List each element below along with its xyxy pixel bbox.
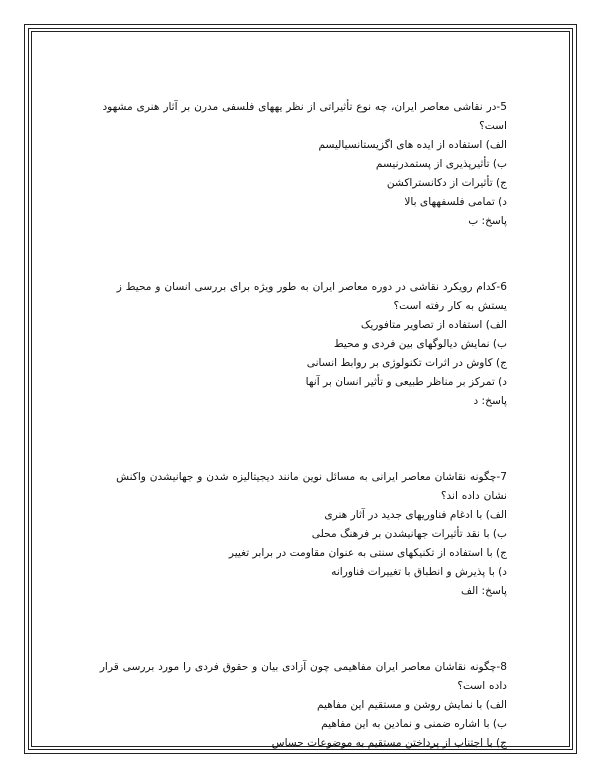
option-d: د) با پذیرش و انطباق با تغییرات فناورانه	[331, 566, 507, 578]
option-b: ب) با نقد تأثیرات جهانیشدن بر فرهنگ محلی	[311, 528, 507, 540]
question-stem: 8-چگونه نقاشان معاصر ایران مفاهیمی چون آزادی بیان و حقوق فردی را مورد بررسی قرار داده است؟	[99, 661, 507, 692]
option-a: الف) استفاده از تصاویر متافوریک	[360, 319, 507, 331]
question-stem: 5-در نقاشی معاصر ایران، چه نوع تأثیراتی از نظر یههای فلسفی مدرن بر آثار هنری مشهود است؟	[102, 101, 507, 132]
question-6	[98, 278, 507, 411]
option-d: د) تمامی فلسفههای بالا	[404, 196, 507, 208]
question-stem: 7-چگونه نقاشان معاصر ایرانی به مسائل نوین مانند دیجیتالیزه شدن و جهانیشدن واکنش نشان داده اند؟	[116, 471, 507, 502]
option-b: ب) تأثیرپذیری از پستمدرنیسم	[375, 158, 507, 170]
question-8	[98, 658, 507, 753]
question-7	[98, 468, 507, 601]
option-a: الف) با نمایش روشن و مستقیم این مفاهیم	[316, 699, 507, 711]
question-5	[98, 98, 507, 231]
option-c: ج) با استفاده از تکنیکهای سنتی به عنوان مقاومت در برابر تغییر	[228, 547, 507, 559]
option-a: الف) استفاده از ایده های اگزیستانسیالیسم	[318, 139, 507, 151]
option-c: ج) با اجتناب از پرداختن مستقیم به موضوعات حساس	[271, 737, 507, 749]
answer-text: پاسخ: الف	[461, 585, 507, 597]
option-c: ج) تأثیرات از دکانستراکشن	[386, 177, 507, 189]
answer-text: پاسخ: د	[473, 395, 507, 407]
option-b: ب) نمایش دیالوگهای بین فردی و محیط	[333, 338, 507, 350]
option-d: د) تمرکز بر مناظر طبیعی و تأثیر انسان بر آنها	[305, 376, 507, 388]
question-list	[98, 98, 507, 753]
question-stem: 6-کدام رویکرد نقاشی در دوره معاصر ایران به طور ویژه برای بررسی انسان و محیط ز یستش به کار رفته است؟	[116, 281, 507, 312]
option-c: ج) کاوش در اثرات تکنولوژی بر روابط انسانی	[306, 357, 507, 369]
option-a: الف) با ادغام فناوریهای جدید در آثار هنری	[324, 509, 507, 521]
option-b: ب) با اشاره ضمنی و نمادین به این مفاهیم	[321, 718, 507, 730]
answer-text: پاسخ: ب	[468, 215, 507, 227]
